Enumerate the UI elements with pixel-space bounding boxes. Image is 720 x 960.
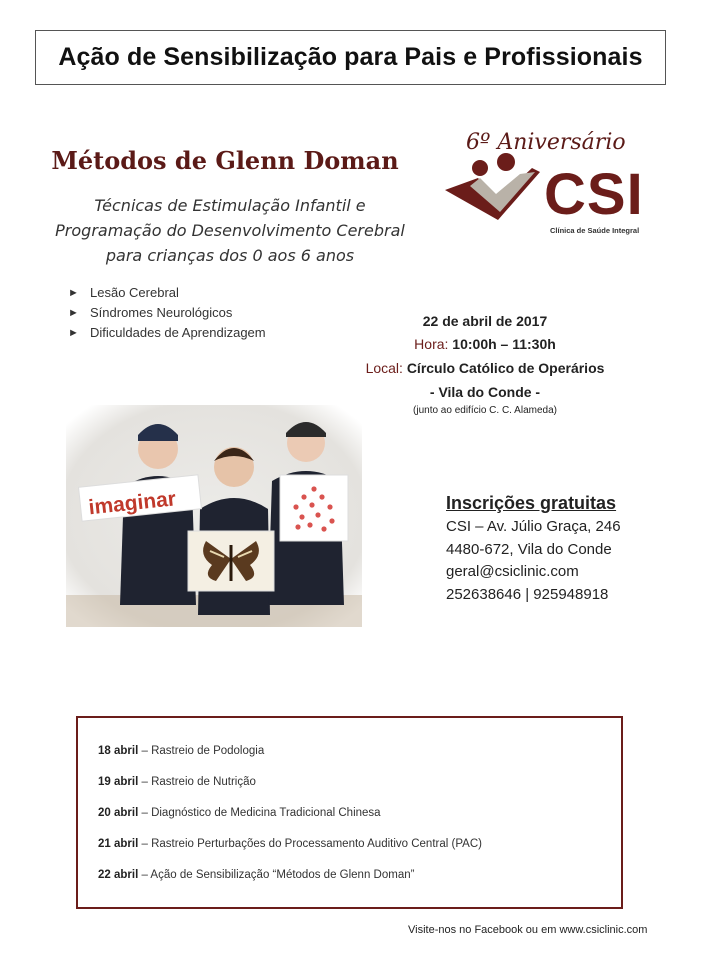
logo-subtitle: Clínica de Saúde Integral bbox=[550, 226, 640, 235]
triangle-bullet-icon: ► bbox=[68, 307, 79, 319]
logo-brand: CSI bbox=[544, 162, 644, 227]
subtitle-line: Programação do Desenvolvimento Cerebral bbox=[55, 221, 405, 240]
anniversary-text: 6º Aniversário bbox=[466, 130, 626, 155]
bullet-text: Síndromes Neurológicos bbox=[90, 305, 233, 320]
registration-phones: 252638646 | 925948918 bbox=[446, 585, 609, 603]
list-item bbox=[68, 323, 266, 343]
event-time bbox=[340, 332, 630, 356]
place-label: Local: bbox=[365, 360, 403, 376]
agenda-row bbox=[98, 860, 621, 891]
agenda-row bbox=[98, 736, 621, 767]
agenda-text: – Diagnóstico de Medicina Tradicional Chinesa bbox=[138, 807, 381, 819]
page-title: Ação de Sensibilização para Pais e Profissionais bbox=[58, 43, 643, 71]
agenda-row bbox=[98, 767, 621, 798]
registration-title: Inscrições gratuitas bbox=[446, 493, 617, 513]
agenda-date: 22 abril bbox=[98, 869, 139, 881]
heading: Métodos de Glenn Doman bbox=[51, 146, 399, 175]
agenda-row bbox=[98, 829, 621, 860]
registration-address: CSI – Av. Júlio Graça, 246 bbox=[446, 518, 621, 535]
subtitle bbox=[30, 193, 430, 268]
agenda-box bbox=[76, 716, 623, 909]
event-info bbox=[340, 310, 630, 418]
agenda-text: – Rastreio de Podologia bbox=[138, 745, 265, 757]
agenda-text: – Rastreio Perturbações do Processamento Auditivo Central (PAC) bbox=[138, 838, 482, 850]
time-value: 10:00h – 11:30h bbox=[452, 336, 556, 352]
event-date: 22 de abril de 2017 bbox=[422, 313, 548, 329]
agenda-text: – Rastreio de Nutrição bbox=[138, 776, 256, 788]
imaginar-card: imaginar bbox=[87, 487, 178, 520]
registration-block bbox=[446, 490, 621, 606]
agenda-text: – Ação de Sensibilização “Métodos de Glenn Doman” bbox=[138, 869, 415, 881]
event-note: (junto ao edifício C. C. Alameda) bbox=[413, 405, 557, 416]
subtitle-line: para crianças dos 0 aos 6 anos bbox=[105, 246, 355, 265]
list-item bbox=[68, 283, 266, 303]
time-label: Hora: bbox=[414, 336, 449, 352]
triangle-bullet-icon: ► bbox=[68, 287, 79, 299]
bullet-text: Lesão Cerebral bbox=[90, 285, 179, 300]
bullet-list bbox=[68, 283, 266, 343]
registration-email[interactable]: geral@csiclinic.com bbox=[446, 563, 579, 580]
title-box bbox=[35, 30, 666, 85]
registration-postal: 4480-672, Vila do Conde bbox=[446, 540, 612, 558]
agenda-date: 20 abril bbox=[98, 807, 139, 819]
footer-text[interactable]: Visite-nos no Facebook ou em www.csiclinic.com bbox=[408, 924, 648, 936]
agenda-row bbox=[98, 798, 621, 829]
agenda-date: 19 abril bbox=[98, 776, 139, 788]
event-place bbox=[340, 356, 630, 380]
agenda-date: 18 abril bbox=[98, 745, 139, 757]
children-photo bbox=[66, 405, 362, 627]
bullet-text: Dificuldades de Aprendizagem bbox=[90, 325, 266, 340]
list-item bbox=[68, 303, 266, 323]
agenda-date: 21 abril bbox=[98, 838, 139, 850]
event-city: - Vila do Conde - bbox=[429, 384, 541, 400]
subtitle-line: Técnicas de Estimulação Infantil e bbox=[94, 196, 366, 215]
place-value: Círculo Católico de Operários bbox=[406, 360, 605, 376]
triangle-bullet-icon: ► bbox=[68, 327, 79, 339]
